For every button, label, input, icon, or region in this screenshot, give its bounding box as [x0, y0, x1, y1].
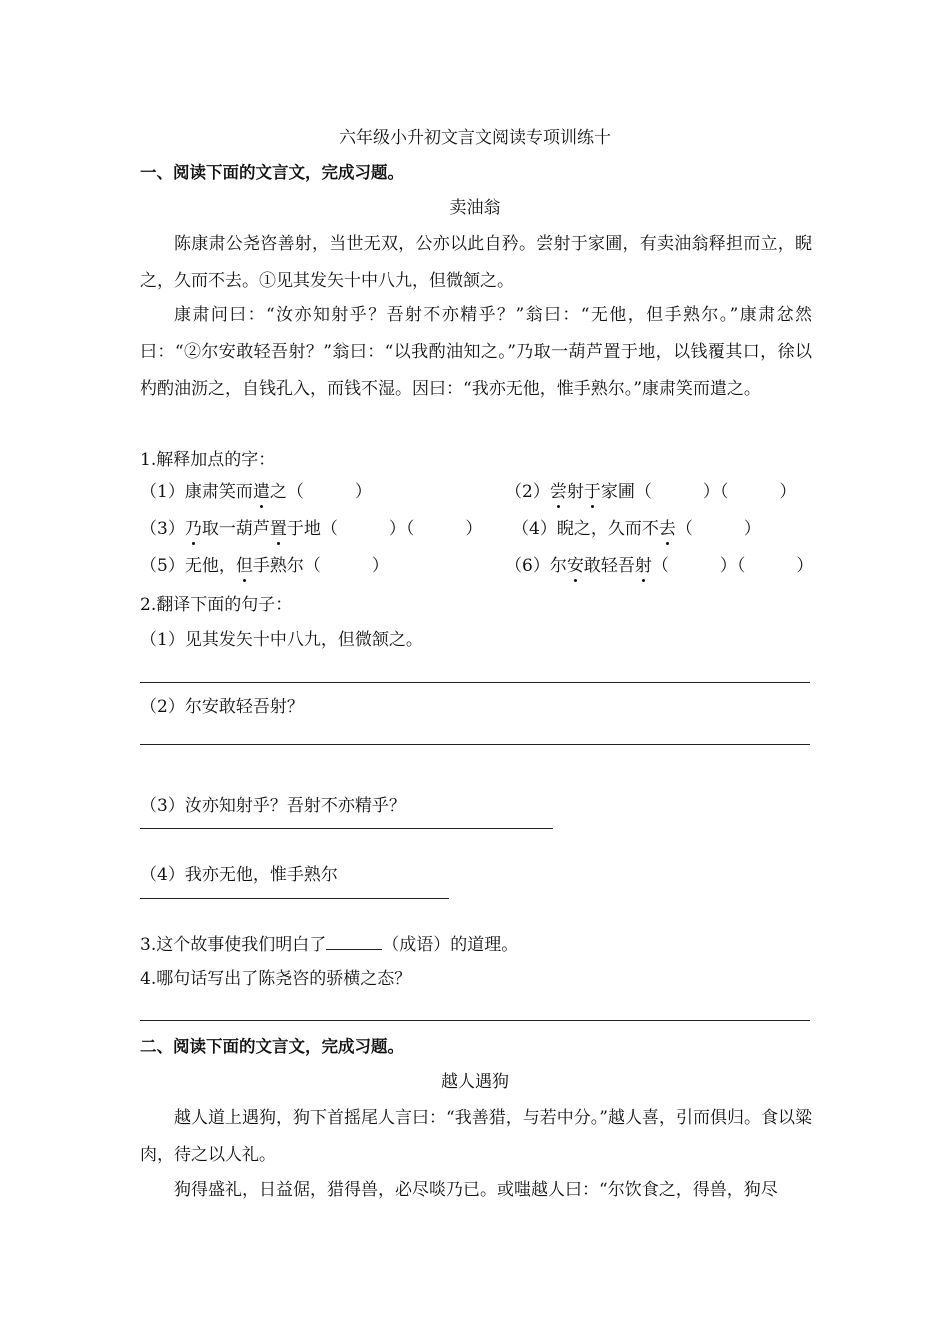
dotted-char: 遣	[252, 482, 270, 502]
section2-heading: 二、阅读下面的文言文，完成习题。	[140, 1037, 404, 1056]
dotted-char: 于	[583, 482, 601, 502]
page-title: 六年级小升初文言文阅读专项训练十	[339, 128, 611, 148]
dotted-char: 但	[235, 556, 253, 576]
q2-item-4: （4）我亦无他，惟手熟尔	[140, 865, 338, 885]
q1-item-3: （3）乃取一葫芦置于地（ ）（ ）	[140, 519, 483, 539]
passage1-title: 卖油翁	[449, 198, 501, 218]
section1-heading: 一、阅读下面的文言文，完成习题。	[140, 163, 404, 182]
passage2-paragraph-1: 越人道上遇狗，狗下首摇尾人言曰：“我善猎，与若中分。”越人喜，引而俱归。食以粱肉，待之以人礼。	[140, 1108, 812, 1165]
fill-in-blank[interactable]	[326, 933, 382, 950]
q2-label: 2.翻译下面的句子：	[140, 595, 293, 615]
q1-label: 1.解释加点的字：	[140, 450, 276, 470]
passage1-paragraph-2: 康肃问曰：“汝亦知射乎？吾射不亦精乎？”翁曰：“无他，但手熟尔。”康肃忿然曰：“②尔安敢轻吾射？”翁曰：“以我酌油知之。”乃取一葫芦置于地，以钱覆其口，徐以杓酌油沥之，自钱孔入，而钱不湿。因曰：“我亦无他，惟手熟尔。”康肃笑而遣之。	[140, 305, 812, 399]
q2-item-1: （1）见其发矢十中八九，但微颔之。	[140, 630, 423, 650]
passage2-paragraph-2: 狗得盛礼，日益倨，猎得兽，必尽啖乃已。或嗤越人曰：“尔饮食之，得兽，狗尽	[174, 1180, 778, 1200]
dotted-char: 尝	[549, 482, 567, 502]
dotted-char: 去	[658, 519, 676, 539]
q1-item-5: （5）无他，但手熟尔（ ）	[140, 556, 389, 576]
q1-item-2: （2）尝射于家圃（ ）（ ）	[505, 482, 797, 502]
answer-line[interactable]	[140, 898, 449, 899]
dotted-char: 安	[566, 556, 584, 576]
dotted-char: 乃	[184, 519, 202, 539]
answer-line[interactable]	[140, 828, 553, 829]
q2-item-2: （2）尔安敢轻吾射？	[140, 697, 304, 717]
answer-line[interactable]	[140, 1020, 810, 1021]
q4-question: 4.哪句话写出了陈尧咨的骄横之态？	[140, 969, 412, 989]
answer-line[interactable]	[140, 682, 810, 683]
answer-line[interactable]	[140, 744, 810, 745]
q1-item-4: （4）睨之，久而不去（ ）	[512, 519, 761, 539]
passage2-title: 越人遇狗	[441, 1072, 509, 1092]
dotted-char: 射	[634, 556, 652, 576]
passage1-paragraph-1: 陈康肃公尧咨善射，当世无双，公亦以此自矜。尝射于家圃，有卖油翁释担而立，睨之，久而不去。①见其发矢十中八九，但微颔之。	[140, 234, 812, 291]
q1-item-6: （6）尔安敢轻吾射（ ）（ ）	[505, 556, 814, 576]
dotted-char: 置	[269, 519, 287, 539]
q1-item-1: （1）康肃笑而遣之（ ）	[140, 482, 372, 502]
q2-item-3: （3）汝亦知射乎？吾射不亦精乎？	[140, 796, 406, 816]
q3-question: 3.这个故事使我们明白了 （成语）的道理。	[140, 935, 519, 955]
